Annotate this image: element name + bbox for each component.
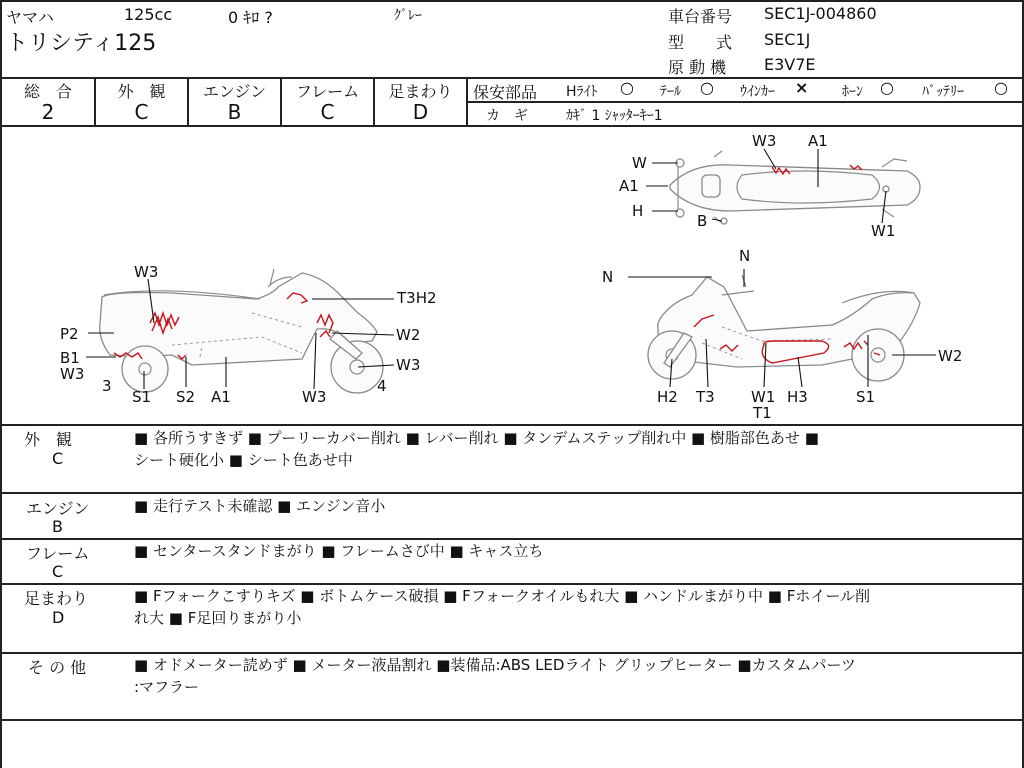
top-view-scooter: [670, 151, 920, 224]
note-exterior-grade: C: [52, 449, 64, 468]
note-exterior-label: 外 観: [24, 430, 73, 449]
right-label-t1: T1: [753, 404, 772, 422]
right-label-n-left: N: [602, 268, 614, 286]
note-other-line-1: ■ オドメーター読めず ■ メーター液晶割れ ■装備品:ABS LEDライト グリップヒーター ■カスタムパーツ: [134, 656, 856, 674]
type-value: SEC1J: [764, 30, 811, 49]
left-label-w3-side: W3: [60, 365, 85, 383]
left-label-a1: A1: [211, 388, 231, 406]
grade-overall-value: 2: [41, 100, 55, 124]
right-side-scooter: [648, 275, 920, 381]
safety-horn-mark: ○: [880, 78, 894, 97]
safety-taillight: ﾃｰﾙ: [660, 84, 681, 100]
left-label-w3-right: W3: [396, 356, 421, 374]
right-label-s1: S1: [856, 388, 876, 406]
note-suspension-label: 足まわり: [24, 589, 89, 608]
note-frame-line-1: ■ センタースタンドまがり ■ フレームさび中 ■ キャス立ち: [134, 542, 544, 560]
left-label-p2: P2: [60, 325, 79, 343]
right-label-h3: H3: [787, 388, 808, 406]
grade-divider-5: [466, 77, 468, 127]
safety-headlight-mark: ○: [620, 78, 634, 97]
top-label-w1: W1: [871, 222, 896, 240]
model-name: トリシティ125: [6, 31, 157, 56]
grade-frame-label: フレーム: [295, 82, 360, 101]
right-label-w2: W2: [938, 347, 963, 365]
note-suspension-line-2: れ大 ■ F足回りまがり小: [134, 609, 302, 627]
top-label-b: B: [697, 212, 708, 230]
grade-exterior-label: 外 観: [117, 82, 166, 101]
safety-parts-label: 保安部品: [473, 83, 538, 102]
left-label-w2: W2: [396, 326, 421, 344]
notes-line-5: [0, 719, 1024, 721]
safety-battery: ﾊﾞｯﾃﾘｰ: [922, 84, 964, 100]
right-label-n-top: N: [739, 247, 751, 265]
note-engine-grade: B: [52, 517, 63, 536]
note-frame-label: フレーム: [26, 544, 90, 563]
grade-engine-label: エンジン: [202, 82, 267, 101]
key-value: ｶｷﾞ 1 ｼｬｯﾀｰｷｰ1: [566, 108, 663, 124]
left-side-scooter: [100, 269, 383, 393]
maker: ヤマハ: [6, 8, 54, 27]
notes-line-1: [0, 492, 1024, 494]
left-label-num4: 4: [377, 377, 387, 395]
top-label-a1: A1: [808, 132, 828, 150]
border-top: [0, 0, 1024, 2]
right-label-h2: H2: [657, 388, 678, 406]
note-suspension-grade: D: [52, 608, 65, 627]
top-label-w3: W3: [752, 132, 777, 150]
left-label-w3-bottom: W3: [302, 388, 327, 406]
safety-horn: ﾎｰﾝ: [842, 84, 863, 100]
grade-suspension-value: D: [412, 100, 429, 124]
grade-exterior-value: C: [134, 100, 149, 124]
diagram-bottom-line: [0, 424, 1024, 426]
safety-battery-mark: ○: [994, 78, 1008, 97]
grade-engine-value: B: [227, 100, 242, 124]
note-engine-label: エンジン: [26, 499, 90, 518]
grade-overall-label: 総 合: [23, 82, 72, 101]
damage-diagram: [2, 127, 1022, 423]
note-engine-line-1: ■ 走行テスト未確認 ■ エンジン音小: [134, 497, 386, 515]
color: ｸﾞﾚｰ: [394, 8, 422, 24]
right-label-t3: T3: [696, 388, 715, 406]
frame-number: SEC1J-004860: [764, 4, 877, 23]
safety-winker: ｳｲﾝｶｰ: [740, 84, 775, 100]
left-label-t3h2: T3H2: [397, 289, 437, 307]
safety-headlight: Hﾗｲﾄ: [566, 84, 598, 100]
left-label-s2: S2: [176, 388, 196, 406]
note-frame-grade: C: [52, 562, 64, 581]
left-label-s1: S1: [132, 388, 152, 406]
engine-label: 原 動 機: [668, 58, 727, 77]
note-other-label: そ の 他: [28, 658, 87, 677]
right-label-w1: W1: [751, 388, 776, 406]
safety-winker-mark: ×: [795, 78, 809, 97]
frame-number-label: 車台番号: [668, 7, 733, 26]
top-label-a1-left: A1: [619, 177, 639, 195]
left-label-b1: B1: [60, 349, 80, 367]
note-suspension-line-1: ■ Fフォークこすりキズ ■ ボトムケース破損 ■ Fフォークオイルもれ大 ■ ハンドルまがり中 ■ Fホイール削: [134, 587, 871, 605]
grade-frame-value: C: [320, 100, 335, 124]
mileage: 0 ｷﾛ ?: [228, 8, 273, 27]
note-exterior-line-1: ■ 各所うすきず ■ プーリーカバー削れ ■ レバー削れ ■ タンデムステップ削れ中 ■ 樹脂部色あせ ■: [134, 429, 819, 447]
safety-taillight-mark: ○: [700, 78, 714, 97]
note-other-line-2: :マフラー: [134, 678, 200, 696]
grade-suspension-label: 足まわり: [388, 82, 453, 101]
left-label-w3-top: W3: [134, 263, 159, 281]
top-label-h-left: H: [632, 202, 644, 220]
grades-mid-line: [466, 101, 1022, 103]
top-label-w-left: W: [632, 154, 647, 172]
key-label: カ ギ: [486, 108, 528, 124]
type-label: 型 式: [668, 33, 733, 52]
note-exterior-line-2: シート硬化小 ■ シート色あせ中: [134, 451, 353, 469]
engine-value: E3V7E: [764, 55, 816, 74]
left-label-num3: 3: [102, 377, 112, 395]
displacement: 125cc: [124, 5, 173, 24]
